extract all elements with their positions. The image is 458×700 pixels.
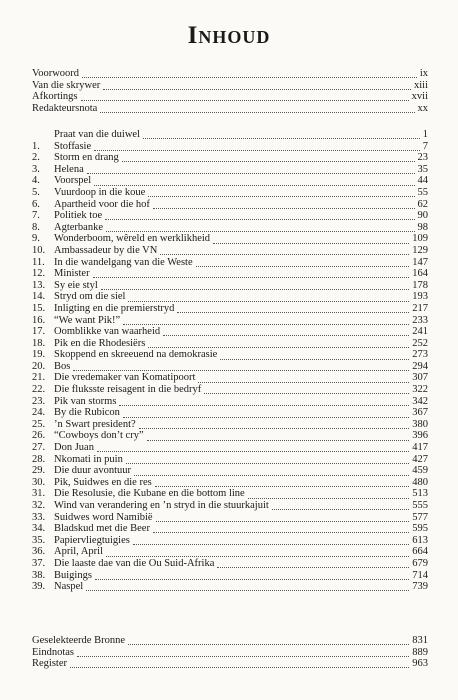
page-number: 241	[412, 326, 428, 338]
dot-leader	[97, 443, 409, 452]
dot-leader	[93, 269, 410, 278]
dot-leader	[126, 455, 409, 464]
page-number: 178	[412, 279, 428, 291]
dot-leader	[143, 130, 420, 139]
page-number: 109	[412, 233, 428, 245]
dot-leader	[204, 385, 409, 394]
chapter-number: 25.	[32, 418, 46, 430]
dot-leader	[103, 81, 411, 90]
toc-entry	[32, 210, 428, 222]
page-number: 342	[412, 395, 428, 407]
toc-entry	[32, 396, 428, 408]
page-number: 417	[412, 442, 428, 454]
entry-title: By die Rubicon	[54, 407, 120, 419]
entry-title: Die vredemaker van Komatipoort	[54, 372, 196, 384]
page-number: xvii	[411, 91, 428, 103]
toc-entry	[32, 535, 428, 547]
dot-leader	[196, 258, 410, 267]
toc-entry	[32, 164, 428, 176]
toc-entry	[32, 546, 428, 558]
dot-leader	[213, 235, 409, 244]
dot-leader	[148, 188, 414, 197]
entry-title: In die wandelgang van die Weste	[54, 256, 193, 268]
page-number: 513	[412, 488, 428, 500]
dot-leader	[217, 559, 409, 568]
chapter-number: 39.	[32, 581, 46, 593]
toc-entry	[32, 430, 428, 442]
chapter-number: 30.	[32, 476, 46, 488]
dot-leader	[77, 648, 409, 657]
toc-entry	[32, 477, 428, 489]
entry-title: Vuurdoop in die koue	[54, 186, 146, 198]
entry-title: Bladskud met die Beer	[54, 523, 150, 535]
chapter-number: 11.	[32, 256, 45, 268]
chapter-number: 28.	[32, 453, 46, 465]
chapter-number: 8.	[32, 221, 40, 233]
toc-entry	[32, 68, 428, 80]
chapter-number: 15.	[32, 302, 46, 314]
entry-title: Die laaste dae van die Ou Suid-Afrika	[54, 557, 215, 569]
toc-entry	[32, 658, 428, 670]
dot-leader	[128, 636, 409, 645]
entry-title: Don Juan	[54, 442, 94, 454]
chapter-number: 4.	[32, 175, 40, 187]
entry-title: Register	[32, 658, 67, 670]
entry-title: Storm en drang	[54, 152, 119, 164]
dot-leader	[122, 153, 415, 162]
toc-entry	[32, 268, 428, 280]
page-number: 679	[412, 557, 428, 569]
entry-title: Bos	[54, 360, 71, 372]
chapter-number: 31.	[32, 488, 46, 500]
chapter-number: 20.	[32, 360, 46, 372]
toc-entry	[32, 419, 428, 431]
toc-entry	[32, 257, 428, 269]
entry-title: Van die skrywer	[32, 79, 101, 91]
toc-entry	[32, 141, 428, 153]
dot-leader	[81, 92, 409, 101]
toc-entry	[32, 199, 428, 211]
dot-leader	[139, 420, 410, 429]
entry-title: Wonderboom, wêreld en werklikheid	[54, 233, 211, 245]
toc-entry	[32, 187, 428, 199]
page-number: 595	[412, 523, 428, 535]
page-number: 44	[417, 175, 428, 187]
chapter-number: 12.	[32, 268, 46, 280]
dot-leader	[156, 513, 410, 522]
entry-title: Voorwoord	[32, 68, 80, 79]
page-number: 427	[412, 453, 428, 465]
chapter-number: 19.	[32, 349, 46, 361]
dot-leader	[198, 374, 409, 383]
toc-entry	[32, 384, 428, 396]
dot-leader	[95, 571, 409, 580]
toc-entry	[32, 372, 428, 384]
dot-leader	[163, 327, 409, 336]
entry-title: Nkomati in puin	[54, 453, 123, 465]
page-number: 294	[412, 360, 428, 372]
dot-leader	[220, 351, 409, 360]
toc-entry	[32, 91, 428, 103]
entry-title: Afkortings	[32, 91, 78, 103]
chapter-number: 9.	[32, 233, 40, 245]
entry-title: Ambassadeur by die VN	[54, 244, 158, 256]
page-number: 147	[412, 256, 428, 268]
dot-leader	[105, 211, 414, 220]
chapter-number: 24.	[32, 407, 46, 419]
entry-title: “Cowboys don’t cry”	[54, 430, 144, 442]
dot-leader	[106, 548, 409, 557]
toc-entry	[32, 465, 428, 477]
page-number: 380	[412, 418, 428, 430]
page-number: 889	[412, 646, 428, 658]
toc-entry	[32, 500, 428, 512]
page-number: 233	[412, 314, 428, 326]
chapter-number: 37.	[32, 557, 46, 569]
chapter-number: 34.	[32, 523, 46, 535]
toc-entry	[32, 558, 428, 570]
chapter-number: 36.	[32, 546, 46, 558]
entry-title: Voorspel	[54, 175, 92, 187]
dot-leader	[123, 316, 409, 325]
chapter-number: 7.	[32, 210, 40, 222]
dot-leader	[100, 104, 414, 113]
page-number: xiii	[413, 79, 428, 91]
page-number: 62	[417, 198, 428, 210]
page-number: 613	[412, 534, 428, 546]
page-number: 1	[422, 129, 428, 140]
toc-entry	[32, 129, 428, 141]
chapter-number: 6.	[32, 198, 40, 210]
dot-leader	[82, 69, 417, 78]
toc-entry	[32, 581, 428, 593]
chapter-number: 29.	[32, 465, 46, 477]
toc-entry	[32, 152, 428, 164]
front-matter-list	[32, 68, 428, 114]
dot-leader	[177, 304, 409, 313]
dot-leader	[153, 200, 415, 209]
page-number: 459	[412, 465, 428, 477]
entry-title: Oomblikke van waarheid	[54, 326, 161, 338]
page-number: 193	[412, 291, 428, 303]
chapter-number: 2.	[32, 152, 40, 164]
entry-title: Stryd om die siel	[54, 291, 126, 303]
entry-title: Die fluksste reisagent in die bedryf	[54, 384, 202, 396]
toc-entry	[32, 512, 428, 524]
entry-title: Politiek toe	[54, 210, 103, 222]
dot-leader	[155, 478, 410, 487]
chapter-number: 35.	[32, 534, 46, 546]
page-number: 664	[412, 546, 428, 558]
page-number: 23	[417, 152, 428, 164]
dot-leader	[94, 142, 420, 151]
dot-leader	[70, 659, 409, 668]
toc-entry	[32, 570, 428, 582]
entry-title: ’n Swart president?	[54, 418, 136, 430]
chapter-number: 26.	[32, 430, 46, 442]
chapter-number: 38.	[32, 569, 46, 581]
toc-entry	[32, 245, 428, 257]
toc-entry	[32, 407, 428, 419]
toc-entry	[32, 454, 428, 466]
toc-entry	[32, 222, 428, 234]
entry-title: Sy eie styl	[54, 279, 98, 291]
chapter-number: 27.	[32, 442, 46, 454]
page-number: 739	[412, 581, 428, 593]
toc-entry	[32, 175, 428, 187]
chapter-number: 32.	[32, 500, 46, 511]
toc-entry	[32, 647, 428, 659]
page-number: 714	[412, 569, 428, 581]
entry-title: Minister	[54, 268, 90, 280]
page-title: Inhoud	[187, 22, 271, 49]
page-number: 217	[412, 302, 428, 314]
entry-title: Helena	[54, 163, 84, 175]
entry-title: Inligting en die premierstryd	[54, 302, 175, 314]
entry-title: Redakteursnota	[32, 102, 98, 114]
chapter-number: 5.	[32, 186, 40, 198]
toc-entry	[32, 442, 428, 454]
dot-leader	[101, 281, 410, 290]
toc-entry	[32, 338, 428, 350]
dot-leader	[147, 432, 410, 441]
toc-entry	[32, 303, 428, 315]
dot-leader	[153, 524, 409, 533]
entry-title: Pik en die Rhodesiërs	[54, 337, 146, 349]
entry-title: Wind van verandering en ’n stryd in die stuurkajuit	[54, 500, 269, 511]
page-number: 555	[412, 500, 428, 511]
page-number: 164	[412, 268, 428, 280]
toc-entry	[32, 280, 428, 292]
entry-title: Apartheid voor die hof	[54, 198, 150, 210]
entry-title: Pik, Suidwes en die res	[54, 476, 152, 488]
toc-entry	[32, 488, 428, 500]
entry-title: Buigings	[54, 569, 92, 581]
chapter-number: 18.	[32, 337, 46, 349]
toc-entry	[32, 361, 428, 373]
dot-leader	[94, 177, 414, 186]
toc-entry	[32, 523, 428, 535]
toc-entry	[32, 326, 428, 338]
page-number: 307	[412, 372, 428, 384]
page-number: 367	[412, 407, 428, 419]
chapter-number: 14.	[32, 291, 46, 303]
dot-leader	[128, 293, 409, 302]
chapter-number: 16.	[32, 314, 46, 326]
dot-leader	[87, 165, 415, 174]
page-number: 7	[422, 140, 428, 152]
dot-leader	[133, 536, 409, 545]
chapter-number: 10.	[32, 244, 46, 256]
dot-leader	[248, 490, 410, 499]
chapter-number: 3.	[32, 163, 40, 175]
page-number: xx	[417, 102, 428, 114]
entry-title: Pik van storms	[54, 395, 117, 407]
page-number: 252	[412, 337, 428, 349]
page-number: 273	[412, 349, 428, 361]
entry-title: Stoffasie	[54, 140, 92, 152]
entry-title: Suidwes word Namibië	[54, 511, 153, 523]
entry-title: Die Resolusie, die Kubane en die bottom line	[54, 488, 245, 500]
toc-entry	[32, 291, 428, 303]
page-number: 396	[412, 430, 428, 442]
entry-title: Eindnotas	[32, 646, 74, 658]
dot-leader	[119, 397, 409, 406]
chapter-number: 1.	[32, 140, 40, 152]
chapter-number: 13.	[32, 279, 46, 291]
back-matter-list	[32, 635, 428, 670]
page-number: 831	[412, 635, 428, 646]
dot-leader	[73, 362, 409, 371]
entry-title: “We want Pik!”	[54, 314, 121, 326]
chapter-number: 23.	[32, 395, 46, 407]
page-number: 35	[417, 163, 428, 175]
toc-entry	[32, 315, 428, 327]
page-number: 129	[412, 244, 428, 256]
toc-entry	[32, 349, 428, 361]
toc-entry	[32, 635, 428, 647]
toc-entry	[32, 80, 428, 92]
dot-leader	[160, 246, 409, 255]
chapter-list	[32, 129, 428, 593]
page-number: 577	[412, 511, 428, 523]
entry-title: Papiervliegtuigies	[54, 534, 130, 546]
chapter-number: 17.	[32, 326, 46, 338]
toc-entry	[32, 233, 428, 245]
entry-title: April, April	[54, 546, 103, 558]
page-number: 963	[412, 658, 428, 670]
page-number: 322	[412, 384, 428, 396]
entry-title: Naspel	[54, 581, 84, 593]
entry-title: Praat van die duiwel	[54, 129, 141, 140]
dot-leader	[148, 339, 409, 348]
page-number: ix	[419, 68, 428, 79]
dot-leader	[106, 223, 415, 232]
dot-leader	[134, 467, 409, 476]
entry-title: Agterbanke	[54, 221, 103, 233]
chapter-number: 21.	[32, 372, 46, 384]
dot-leader	[123, 409, 409, 418]
entry-title: Skoppend en skreeuend na demokrasie	[54, 349, 218, 361]
page-number: 98	[417, 221, 428, 233]
dot-leader	[272, 501, 409, 510]
dot-leader	[86, 582, 409, 591]
entry-title: Die duur avontuur	[54, 465, 131, 477]
toc-entry	[32, 103, 428, 115]
page-number: 480	[412, 476, 428, 488]
page-number: 90	[417, 210, 428, 222]
entry-title: Geselekteerde Bronne	[32, 635, 125, 646]
chapter-number: 22.	[32, 384, 46, 396]
page-number: 55	[417, 186, 428, 198]
chapter-number: 33.	[32, 511, 46, 523]
